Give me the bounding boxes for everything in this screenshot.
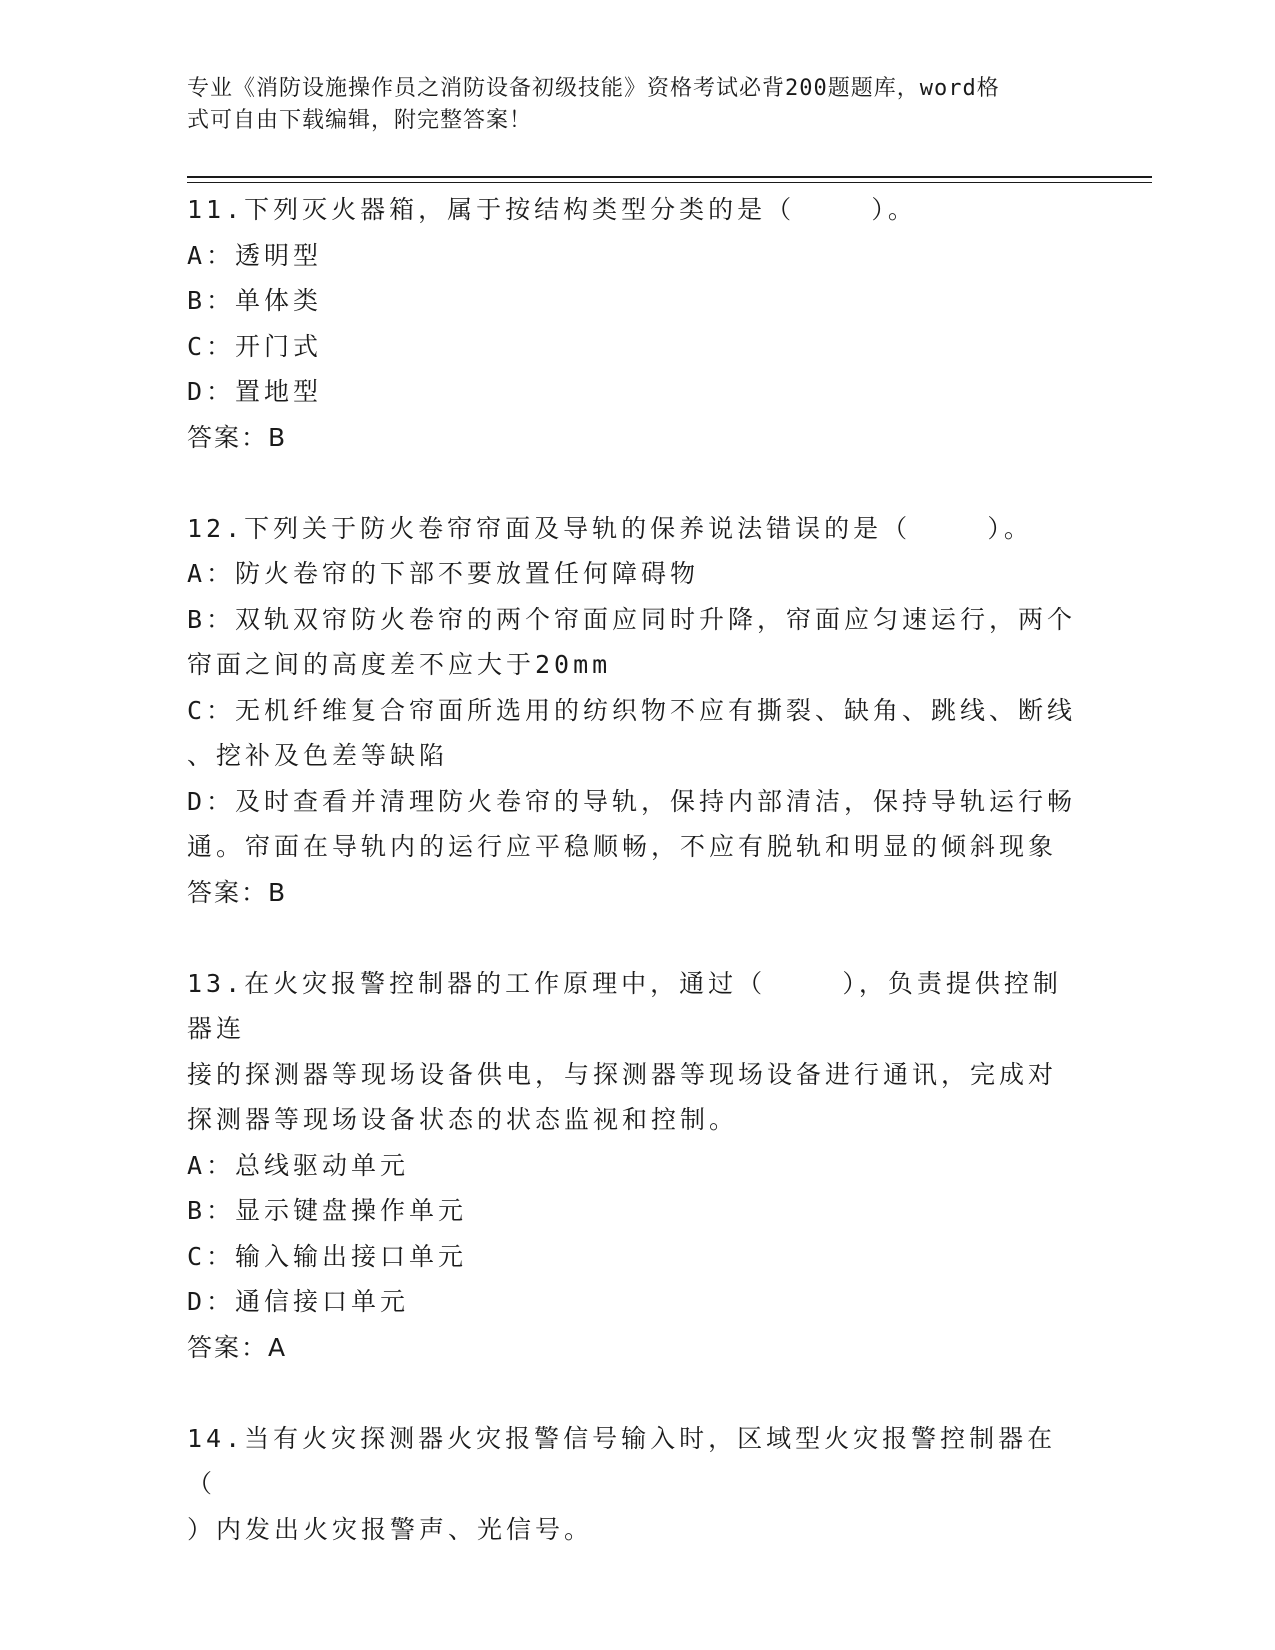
header-line-2: 式可自由下载编辑，附完整答案！: [187, 108, 533, 133]
question-stem-line: 探测器等现场设备状态的状态监视和控制。: [187, 1105, 739, 1134]
question-stem-line: ）内发出火灾报警声、光信号。: [187, 1514, 594, 1544]
option-line: D：置地型: [187, 377, 323, 406]
option-line: C：无机纤维复合帘面所选用的纺织物不应有撕裂、缺角、跳线、断线: [187, 695, 1077, 725]
option-line: B：双轨双帘防火卷帘的两个帘面应同时升降，帘面应匀速运行，两个: [187, 604, 1077, 634]
question-stem-line: 接的探测器等现场设备供电，与探测器等现场设备进行通讯，完成对: [187, 1059, 1058, 1089]
option-line: D：及时查看并清理防火卷帘的导轨，保持内部清洁，保持导轨运行畅: [187, 786, 1077, 816]
question-block: [187, 187, 1077, 460]
option-line: 通。帘面在导轨内的运行应平稳顺畅，不应有脱轨和明显的倾斜现象: [187, 832, 1058, 861]
question-stem-line: 14.当有火灾探测器火灾报警信号输入时，区域型火灾报警控制器在（: [187, 1423, 1057, 1498]
header-divider-thick: [187, 176, 1152, 178]
question-block: [187, 961, 1077, 1371]
option-line: 、挖补及色差等缺陷: [187, 741, 449, 770]
answer-line: 答案：B: [187, 877, 288, 907]
header-line-1: 专业《消防设施操作员之消防设备初级技能》资格考试必背200题题库，word格: [187, 76, 1000, 101]
question-block: [187, 506, 1077, 916]
document-header: [187, 73, 1067, 137]
option-line: A：透明型: [187, 240, 323, 270]
option-line: D：通信接口单元: [187, 1287, 410, 1316]
option-line: B：单体类: [187, 286, 323, 315]
answer-line: 答案：A: [187, 1332, 288, 1362]
question-list: [187, 187, 1077, 1552]
option-line: B：显示键盘操作单元: [187, 1196, 468, 1225]
question-stem-line: 11.下列灭火器箱，属于按结构类型分类的是（ ）。: [187, 195, 917, 224]
question-stem-line: 13.在火灾报警控制器的工作原理中，通过（ ），负责提供控制器连: [187, 968, 1062, 1043]
option-line: C：开门式: [187, 331, 323, 361]
question-stem-line: 12.下列关于防火卷帘帘面及导轨的保养说法错误的是（ ）。: [187, 513, 1033, 543]
option-line: A：总线驱动单元: [187, 1150, 410, 1180]
option-line: A：防火卷帘的下部不要放置任何障碍物: [187, 559, 700, 588]
question-block: [187, 1416, 1077, 1553]
option-line: 帘面之间的高度差不应大于20mm: [187, 650, 612, 679]
option-line: C：输入输出接口单元: [187, 1241, 468, 1271]
header-divider-thin: [187, 182, 1152, 183]
answer-line: 答案：B: [187, 422, 288, 452]
